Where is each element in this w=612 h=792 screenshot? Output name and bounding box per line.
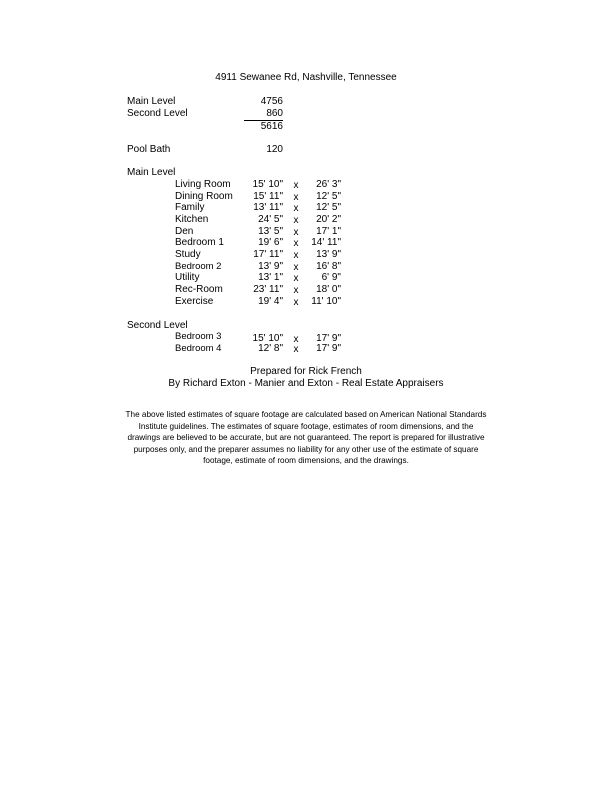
room-name: Living Room	[175, 179, 231, 190]
room-width: 15' 10"	[252, 333, 283, 344]
room-length: 16' 8"	[316, 261, 341, 272]
second-level-label: Second Level	[127, 108, 188, 119]
second-level-value: 860	[244, 108, 283, 121]
room-width: 17' 11"	[253, 249, 283, 260]
room-name: Bedroom 4	[175, 343, 222, 354]
room-length: 17' 9"	[316, 343, 341, 354]
room-width: 13' 9"	[258, 261, 283, 272]
room-name: Kitchen	[175, 214, 209, 225]
main-level-heading: Main Level	[127, 167, 176, 178]
room-length: 18' 0"	[316, 284, 341, 295]
room-times: x	[293, 334, 299, 345]
prepared-for: Prepared for Rick French	[250, 366, 362, 377]
room-name: Bedroom 1	[175, 237, 224, 248]
room-times: x	[293, 273, 299, 284]
room-name: Bedroom 3	[175, 331, 222, 342]
room-name: Family	[175, 202, 205, 213]
prepared-by: By Richard Exton - Manier and Exton - Real Estate Appraisers	[168, 378, 444, 389]
room-times: x	[293, 344, 299, 355]
second-level-heading: Second Level	[127, 320, 188, 331]
room-length: 17' 9"	[316, 333, 341, 344]
room-times: x	[293, 250, 299, 261]
room-name: Dining Room	[175, 191, 233, 202]
room-name: Rec-Room	[175, 284, 223, 295]
address-title: 4911 Sewanee Rd, Nashville, Tennessee	[215, 72, 397, 83]
room-name: Study	[175, 249, 201, 260]
room-times: x	[293, 227, 299, 238]
room-length: 6' 9"	[321, 272, 341, 283]
room-length: 12' 5"	[316, 191, 341, 202]
main-level-label: Main Level	[127, 96, 176, 107]
room-length: 20' 2"	[316, 214, 341, 225]
room-name: Utility	[175, 272, 200, 283]
room-length: 17' 1"	[316, 226, 341, 237]
main-level-value: 4756	[260, 96, 283, 107]
room-times: x	[293, 285, 299, 296]
room-width: 19' 4"	[258, 296, 283, 307]
room-width: 13' 5"	[258, 226, 283, 237]
room-times: x	[293, 180, 299, 191]
room-name: Den	[175, 226, 194, 237]
room-width: 12' 8"	[258, 343, 283, 354]
room-length: 13' 9"	[316, 249, 341, 260]
room-length: 11' 10"	[311, 296, 341, 307]
room-name: Bedroom 2	[175, 261, 222, 272]
room-width: 13' 1"	[258, 272, 283, 283]
room-times: x	[293, 262, 299, 273]
room-length: 12' 5"	[316, 202, 341, 213]
room-width: 19' 6"	[258, 237, 283, 248]
room-name: Exercise	[175, 296, 214, 307]
room-times: x	[293, 203, 299, 214]
room-times: x	[293, 192, 299, 203]
room-times: x	[293, 297, 299, 308]
disclaimer-text: The above listed estimates of square footage are calculated based on American National Standards Institute guidelines. The estimates of square footage, estimates of room dimensions, and the drawings are believed to be accurate, but are not guaranteed. The report is prepared for illustrative purposes only, and the preparer assumes no liability for any other use of the estimate of square footage, estimate of room dimensions, and the drawings.	[125, 410, 487, 465]
room-width: 13' 11"	[253, 202, 283, 213]
room-width: 15' 11"	[253, 191, 283, 202]
pool-bath-label: Pool Bath	[127, 144, 171, 155]
total-value: 5616	[260, 121, 283, 132]
room-width: 15' 10"	[252, 179, 283, 190]
room-width: 24' 5"	[258, 214, 283, 225]
room-length: 26' 3"	[316, 179, 341, 190]
room-times: x	[293, 238, 299, 249]
room-length: 14' 11"	[311, 237, 341, 248]
room-times: x	[293, 215, 299, 226]
pool-bath-value: 120	[266, 144, 283, 155]
room-width: 23' 11"	[253, 284, 283, 295]
